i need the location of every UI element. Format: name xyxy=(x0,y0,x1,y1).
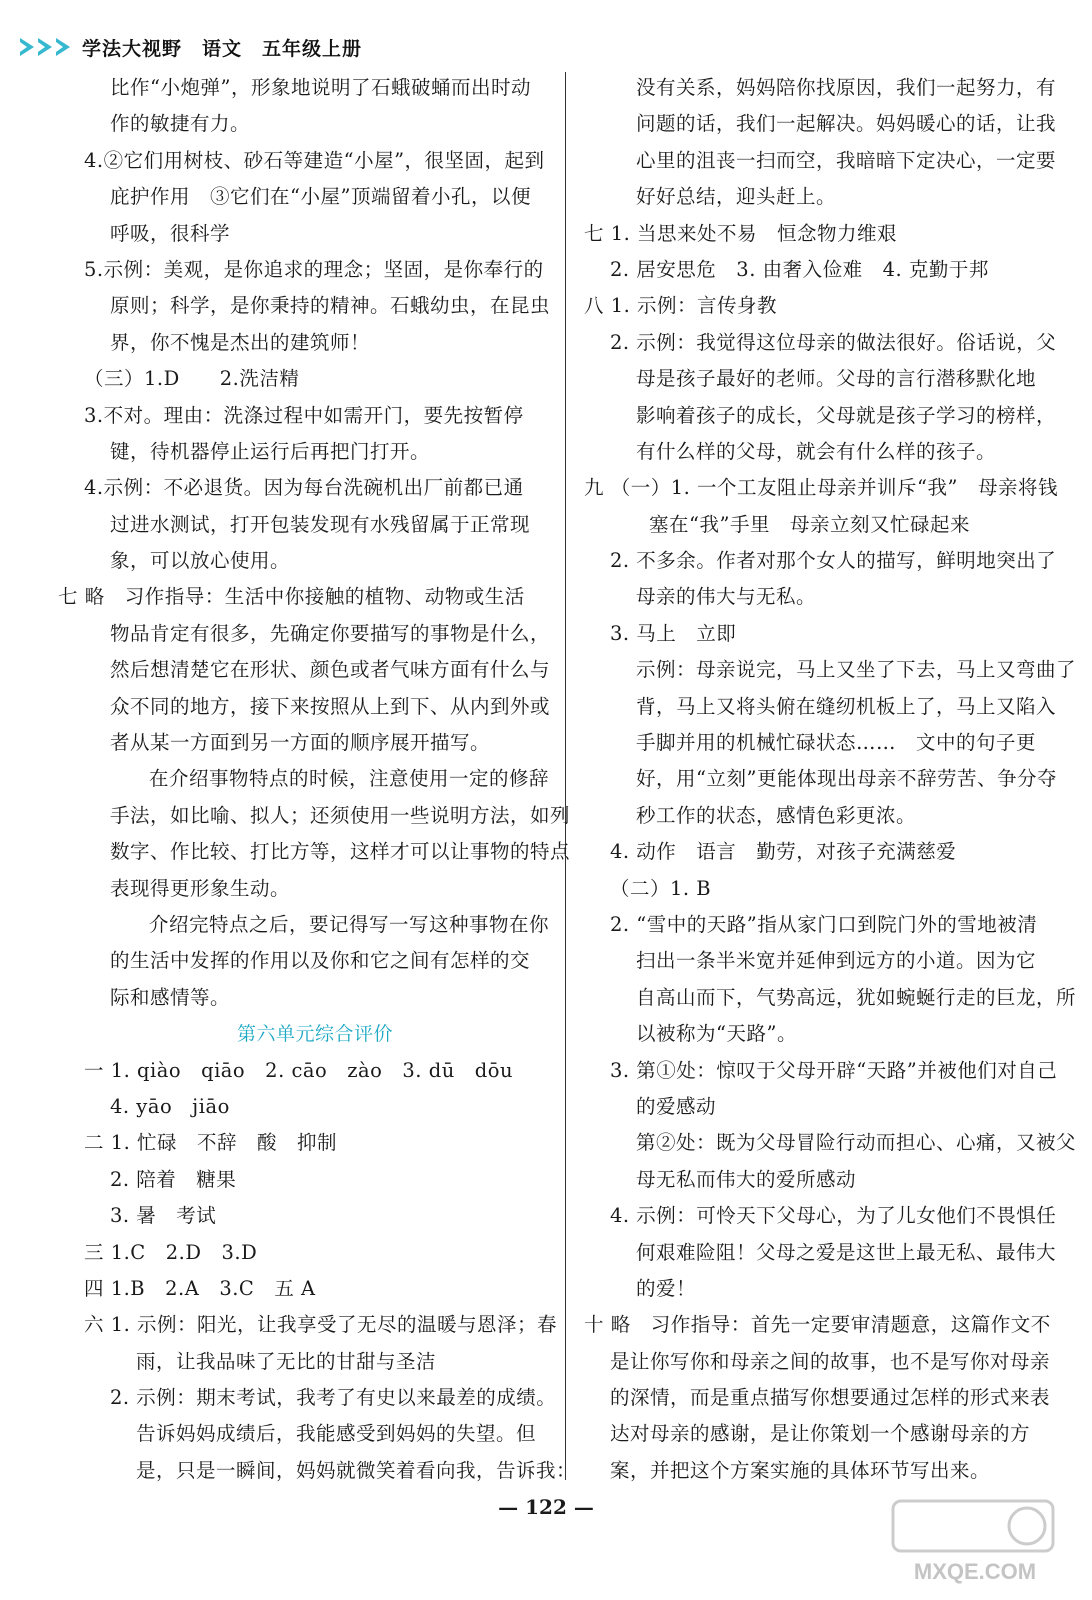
text-line: 告诉妈妈成绩后，我能感受到妈妈的失望。但 xyxy=(136,1422,537,1446)
text-line: 示例：母亲说完，马上又坐了下去，马上又弯曲了 xyxy=(636,658,1077,682)
text-line: 十 略 习作指导：首先一定要审清题意，这篇作文不 xyxy=(584,1313,1051,1337)
watermark-text: MXQE.COM xyxy=(913,1559,1037,1584)
text-line: 二 1. 忙碌 不辞 酸 抑制 xyxy=(84,1131,338,1155)
text-line: 2. “雪中的天路”指从家门口到院门外的雪地被清 xyxy=(610,912,1038,936)
text-line: 比作“小炮弹”，形象地说明了石蛾破蛹而出时动 xyxy=(110,76,531,99)
page-header xyxy=(20,34,362,60)
header-title: 学法大视野 语文 五年级上册 xyxy=(82,37,363,60)
text-line: 的生活中发挥的作用以及你和它之间有怎样的交 xyxy=(110,949,531,973)
text-line: 2. 居安思危 3. 由奢入俭难 4. 克勤于邦 xyxy=(610,257,989,281)
text-line: 七 略 习作指导：生活中你接触的植物、动物或生活 xyxy=(58,585,525,609)
text-line: 物品肯定有很多，先确定你要描写的事物是什么， xyxy=(110,621,551,645)
text-line: 4. 动作 语言 勤劳，对孩子充满慈爱 xyxy=(610,840,957,864)
text-line: 4. yāo jiāo xyxy=(110,1094,230,1118)
text-line: 际和感情等。 xyxy=(110,985,231,1009)
text-line: 问题的话，我们一起解决。妈妈暖心的话，让我 xyxy=(636,112,1057,136)
right-column xyxy=(584,70,1077,1489)
text-line: 2. 陪着 糖果 xyxy=(110,1167,237,1191)
text-line: 三 1.C 2.D 3.D xyxy=(84,1240,258,1264)
text-line: 4.示例：不必退货。因为每台洗碗机出厂前都已通 xyxy=(84,476,524,500)
text-line: 象，可以放心使用。 xyxy=(110,549,291,573)
text-line: 是，只是一瞬间，妈妈就微笑着看向我，告诉我： xyxy=(136,1458,577,1482)
text-line: 案，并把这个方案实施的具体环节写出来。 xyxy=(610,1458,991,1482)
text-line: 3. 暑 考试 xyxy=(110,1204,217,1228)
text-line: 没有关系，妈妈陪你找原因，我们一起努力，有 xyxy=(636,76,1057,99)
text-line: 4. 示例：可怜天下父母心，为了儿女他们不畏惧任 xyxy=(610,1204,1057,1228)
text-line: 九 （一）1. 一个工友阻止母亲并训斥“我” 母亲将钱 xyxy=(584,476,1058,500)
text-line: 2. 不多余。作者对那个女人的描写，鲜明地突出了 xyxy=(610,549,1057,573)
text-line: 键，待机器停止运行后再把门打开。 xyxy=(110,439,431,463)
text-line: 的爱！ xyxy=(636,1276,697,1300)
page-number: — 122 — xyxy=(498,1495,594,1519)
text-line: 的深情，而是重点描写你想要通过怎样的形式来表 xyxy=(610,1386,1051,1410)
text-line: 数字、作比较、打比方等，这样才可以让事物的特点 xyxy=(110,840,571,864)
text-line: 第②处：既为父母冒险行动而担心、心痛，又被父 xyxy=(636,1131,1077,1155)
text-line: 四 1.B 2.A 3.C 五 A xyxy=(84,1276,316,1300)
text-line: 过进水测试，打开包装发现有水残留属于正常现 xyxy=(110,512,531,536)
text-line: 背，马上又将头俯在缝纫机板上了，马上又陷入 xyxy=(636,694,1057,718)
text-line: 2. 示例：我觉得这位母亲的做法很好。俗话说，父 xyxy=(610,330,1057,354)
column-divider xyxy=(565,72,566,1480)
text-line: 呼吸，很科学 xyxy=(110,221,231,245)
text-line: 表现得更形象生动。 xyxy=(110,876,291,900)
text-line: 一 1. qiào qiāo 2. cāo zào 3. dū dōu xyxy=(84,1058,514,1082)
text-line: 扫出一条半米宽并延伸到远方的小道。因为它 xyxy=(636,949,1037,973)
text-line: 八 1. 示例：言传身教 xyxy=(584,294,778,318)
text-line: 自高山而下，气势高远，犹如蜿蜒行走的巨龙，所 xyxy=(636,985,1077,1009)
text-line: 影响着孩子的成长，父母就是孩子学习的榜样， xyxy=(636,403,1057,427)
watermark-logo-icon xyxy=(887,1493,1062,1588)
section-title: 第六单元综合评价 xyxy=(236,1023,393,1046)
text-line: 心里的沮丧一扫而空，我暗暗下定决心，一定要 xyxy=(636,148,1057,172)
text-line: 达对母亲的感谢，是让你策划一个感谢母亲的方 xyxy=(610,1422,1031,1446)
text-line: 作的敏捷有力。 xyxy=(110,112,251,136)
text-line: 好，用“立刻”更能体现出母亲不辞劳苦、争分夺 xyxy=(636,767,1057,791)
text-line: 母是孩子最好的老师。父母的言行潜移默化地 xyxy=(636,367,1037,391)
text-line: 5.示例：美观，是你追求的理念；坚固，是你奉行的 xyxy=(84,257,544,281)
text-line: 母无私而伟大的爱所感动 xyxy=(636,1167,857,1191)
text-line: 然后想清楚它在形状、颜色或者气味方面有什么与 xyxy=(110,658,551,682)
text-line: 者从某一方面到另一方面的顺序展开描写。 xyxy=(110,731,491,755)
text-line: 有什么样的父母，就会有什么样的孩子。 xyxy=(636,439,997,463)
text-line: 以被称为“天路”。 xyxy=(636,1022,797,1046)
arrow-decoration-icon xyxy=(20,38,74,56)
text-line: 众不同的地方，接下来按照从上到下、从内到外或 xyxy=(110,694,551,718)
text-line: （三）1.D 2.洗洁精 xyxy=(84,367,300,391)
text-line: 六 1. 示例：阳光，让我享受了无尽的温暖与恩泽；春 xyxy=(84,1313,558,1337)
text-line: 界，你不愧是杰出的建筑师！ xyxy=(110,330,371,354)
text-line: 手脚并用的机械忙碌状态…… 文中的句子更 xyxy=(636,731,1037,755)
text-line: 何艰难险阻！父母之爱是这世上最无私、最伟大 xyxy=(636,1240,1057,1264)
text-line: 好好总结，迎头赶上。 xyxy=(636,185,837,209)
text-line: 秒工作的状态，感情色彩更浓。 xyxy=(636,803,917,827)
text-line: 手法，如比喻、拟人；还须使用一些说明方法，如列 xyxy=(110,803,571,827)
text-line: 3. 第①处：惊叹于父母开辟“天路”并被他们对自己 xyxy=(610,1058,1058,1082)
text-line: 2. 示例：期末考试，我考了有史以来最差的成绩。 xyxy=(110,1386,557,1410)
text-line: 3.不对。理由：洗涤过程中如需开门，要先按暂停 xyxy=(84,403,524,427)
text-line: 3. 马上 立即 xyxy=(610,621,737,645)
left-column xyxy=(58,70,577,1489)
text-line: （二）1. B xyxy=(610,876,712,900)
text-line: 是让你写你和母亲之间的故事，也不是写你对母亲 xyxy=(610,1349,1051,1373)
text-line: 雨，让我品味了无比的甘甜与圣洁 xyxy=(136,1349,437,1373)
text-line: 七 1. 当思来处不易 恒念物力维艰 xyxy=(584,221,898,245)
text-line: 庇护作用 ③它们在“小屋”顶端留着小孔，以便 xyxy=(110,185,531,209)
text-line: 原则；科学，是你秉持的精神。石蛾幼虫，在昆虫 xyxy=(110,294,551,318)
text-line: 介绍完特点之后，要记得写一写这种事物在你 xyxy=(149,912,550,936)
text-line: 在介绍事物特点的时候，注意使用一定的修辞 xyxy=(149,767,550,791)
text-line: 塞在“我”手里 母亲立刻又忙碌起来 xyxy=(649,512,970,536)
text-line: 4.②它们用树枝、砂石等建造“小屋”，很坚固，起到 xyxy=(84,148,545,172)
text-line: 的爱感动 xyxy=(636,1094,717,1118)
text-line: 母亲的伟大与无私。 xyxy=(636,585,817,609)
